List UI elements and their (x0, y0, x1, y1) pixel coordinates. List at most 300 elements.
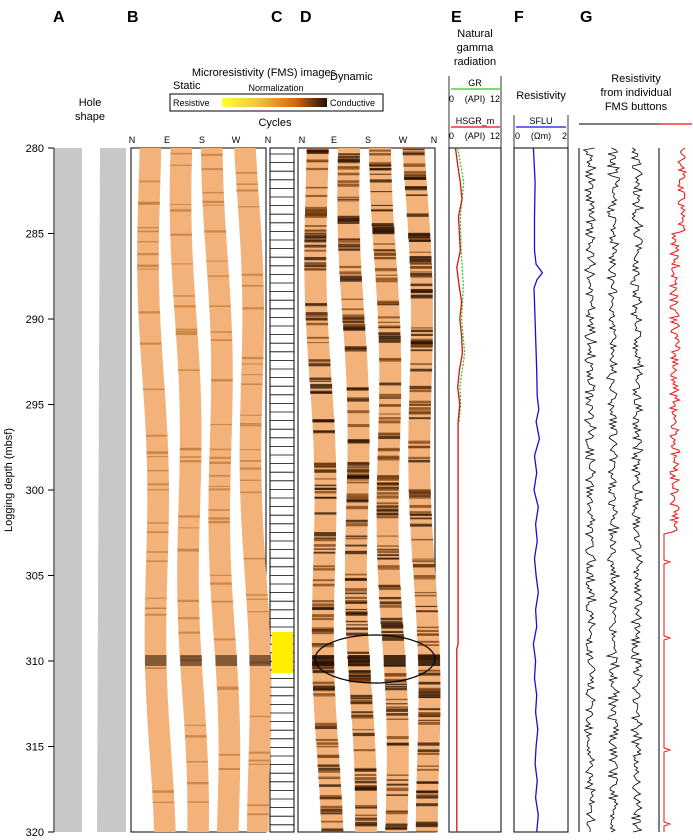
fms-texture-band (247, 804, 269, 806)
fms-texture-band (375, 268, 397, 271)
fms-texture-band (241, 383, 263, 385)
fms-texture-band (377, 302, 399, 304)
hsgr-scale-unit: (API) (464, 131, 486, 141)
fms-texture-band (416, 791, 438, 793)
fms-texture-band (386, 811, 408, 814)
curve-sflu (533, 148, 542, 832)
fms-texture-band (312, 644, 334, 646)
fms-texture-band (306, 187, 328, 189)
fms-texture-band (242, 285, 264, 287)
fms-conductive-layer (180, 655, 202, 666)
fms-texture-band (418, 722, 440, 725)
fms-texture-band (240, 467, 262, 469)
fms-texture-band (345, 597, 367, 599)
fms-texture-band (178, 550, 200, 552)
fms-texture-band (209, 475, 231, 477)
fms-title: Microresistivity (FMS) images (191, 67, 337, 79)
fms-texture-band (143, 389, 165, 391)
fms-conductive-layer (348, 655, 370, 666)
gr-scale-min: 0 (449, 94, 455, 104)
fms-texture-band (338, 244, 360, 247)
fms-texture-band (137, 231, 159, 233)
fms-texture-band (313, 687, 335, 690)
fms-texture-band (236, 183, 258, 185)
resistivity-track-frame (514, 148, 568, 832)
fms-texture-band (211, 379, 233, 381)
fms-texture-band (419, 689, 441, 692)
fms-texture-band (408, 238, 430, 240)
fms-texture-band (338, 173, 360, 176)
fms-texture-band (387, 719, 409, 720)
fms-texture-band (380, 605, 402, 608)
fms-texture-band (240, 415, 262, 416)
fms-texture-band (353, 733, 375, 736)
fms-texture-band (139, 311, 161, 313)
azimuth-s-dynamic: S (364, 135, 372, 145)
fms-texture-band (347, 476, 369, 479)
fms-texture-band (409, 401, 431, 404)
fms-texture-band (313, 693, 335, 695)
fms-texture-band (313, 565, 335, 567)
fms-texture-band (204, 230, 226, 232)
fms-texture-band (240, 425, 262, 426)
fms-texture-band (337, 197, 359, 199)
fms-texture-band (208, 517, 230, 519)
fms-texture-band (180, 460, 202, 462)
fms-conductive-layer (418, 655, 440, 666)
fms-texture-band (370, 180, 392, 182)
fms-texture-band (217, 689, 239, 690)
fms-texture-band (379, 383, 401, 386)
fms-texture-band (379, 405, 401, 407)
log-curves (456, 148, 543, 832)
fms-texture-band (345, 551, 367, 554)
fms-conductive-layer (145, 655, 167, 666)
fms-texture-band (312, 600, 334, 602)
fms-texture-band (347, 410, 369, 413)
fms-texture-band (410, 386, 432, 388)
fms-texture-band (209, 306, 231, 307)
y-tick-label: 285 (25, 228, 44, 241)
fms-texture-band (312, 420, 334, 422)
fms-texture-band (338, 159, 360, 162)
fms-texture-band (312, 631, 334, 634)
fms-texture-band (377, 545, 399, 546)
fms-texture-band (408, 458, 430, 459)
fms-texture-band (203, 205, 225, 206)
fms-texture-band (240, 492, 262, 494)
fms-texture-band (314, 544, 336, 547)
fms-texture-band (380, 621, 402, 624)
fms-texture-band (374, 257, 396, 260)
fms-texture-band (185, 735, 207, 737)
fms-texture-band (347, 482, 369, 484)
fms-texture-band (387, 774, 409, 775)
fms-texture-band (410, 517, 432, 519)
fms-pad-strip (170, 148, 209, 832)
caliper-right-fill (100, 148, 126, 832)
fms-texture-band (408, 457, 430, 458)
fms-texture-band (307, 150, 329, 152)
fms-texture-band (346, 520, 368, 523)
fms-texture-band (369, 165, 391, 166)
fms-texture-band (309, 381, 331, 382)
fms-texture-band (404, 171, 426, 173)
fms-texture-band (147, 489, 169, 490)
fms-texture-band (241, 374, 263, 375)
fms-texture-band (379, 338, 401, 341)
fms-texture-band (379, 394, 401, 397)
fms-texture-band (306, 160, 328, 161)
fms-texture-band (369, 150, 391, 152)
fms-texture-band (314, 470, 336, 472)
fms-texture-band (409, 417, 431, 419)
fms-texture-band (377, 550, 399, 553)
fms-conductive-layer (384, 655, 406, 666)
fms-texture-band (304, 246, 326, 247)
fms-texture-band (202, 201, 224, 203)
static-fms-pads (137, 148, 271, 832)
y-axis-label: Logging depth (mbsf) (3, 428, 15, 532)
fms-texture-band (343, 328, 365, 331)
fms-texture-band (206, 261, 228, 262)
gamma-title-3: radiation (453, 56, 497, 68)
fms-texture-band (386, 713, 408, 716)
fms-texture-band (347, 652, 369, 654)
cycle-ticks (270, 154, 294, 825)
azimuth-labels-static (129, 135, 272, 145)
azimuth-w-dynamic: W (398, 135, 408, 145)
fms-texture-band (312, 618, 334, 620)
fms-texture-band (377, 509, 399, 512)
fms-texture-band (418, 742, 440, 745)
fms-texture-band (378, 316, 400, 318)
fms-texture-band (309, 363, 331, 366)
fms-texture-band (410, 369, 432, 372)
fms-texture-band (403, 163, 425, 166)
fms-texture-band (382, 638, 404, 641)
fms-texture-band (313, 552, 335, 554)
fms-texture-band (414, 575, 436, 578)
fms-texture-band (409, 490, 431, 492)
fms-texture-band (249, 752, 271, 754)
fms-texture-band (309, 378, 331, 380)
fms-texture-band (138, 202, 160, 204)
fms-texture-band (337, 199, 359, 200)
fms-texture-band (355, 822, 377, 825)
fms-texture-band (210, 449, 232, 451)
fms-texture-band (187, 801, 209, 802)
fms-texture-band (342, 308, 364, 310)
fms-texture-band (386, 708, 408, 711)
fms-texture-band (349, 671, 371, 673)
panel-letter-c: C (271, 9, 283, 26)
fms-texture-band (417, 630, 439, 632)
hole-shape-title-1: Hole (78, 97, 102, 109)
fms-texture-band (240, 460, 262, 462)
fms-texture-band (386, 824, 408, 827)
azimuth-e-static: E (163, 135, 171, 145)
fms-texture-band (304, 263, 326, 265)
fms-texture-band (178, 369, 200, 371)
fms-texture-band (408, 441, 430, 444)
fms-texture-band (417, 782, 439, 783)
fms-texture-band (369, 168, 391, 170)
fms-texture-band (314, 538, 336, 541)
fms-texture-band (340, 276, 362, 279)
fms-texture-band (345, 588, 367, 591)
fms-texture-band (246, 594, 268, 596)
hsgr-scale-max: 12 (489, 131, 500, 141)
fms-texture-band (178, 527, 200, 528)
gr-scale-unit: (API) (464, 94, 486, 104)
fms-texture-band (372, 231, 394, 234)
fms-texture-band (240, 423, 262, 425)
fms-texture-band (145, 608, 167, 609)
fms-texture-band (411, 296, 433, 299)
fms-texture-band (238, 206, 260, 207)
fms-texture-band (347, 462, 369, 465)
panel-letter-d: D (300, 9, 312, 26)
fms-texture-band (176, 330, 198, 332)
fms-texture-band (174, 305, 196, 307)
fms-texture-band (346, 535, 368, 536)
fms-texture-band (376, 275, 398, 276)
fms-texture-band (409, 412, 431, 415)
fms-texture-band (408, 460, 430, 462)
fms-texture-band (403, 153, 425, 155)
fms-texture-band (355, 819, 377, 821)
fms-texture-band (313, 682, 335, 685)
fms-texture-band (411, 345, 433, 346)
fms-texture-band (378, 457, 400, 459)
fms-texture-band (209, 462, 231, 464)
fms-texture-band (411, 341, 433, 344)
buttons-title-2: from individual (600, 87, 672, 99)
fms-dynamic-label: Dynamic (330, 71, 373, 83)
fms-texture-band (345, 350, 367, 352)
fms-texture-band (242, 357, 264, 359)
fms-texture-band (378, 568, 400, 569)
fms-texture-band (146, 435, 168, 437)
fms-texture-band (312, 668, 334, 670)
fms-texture-band (152, 790, 174, 792)
fms-texture-band (312, 603, 334, 606)
fms-texture-band (318, 777, 340, 778)
fms-texture-band (347, 466, 369, 467)
fms-button-curves (584, 148, 686, 832)
fms-texture-band (338, 239, 360, 242)
fms-texture-band (184, 725, 206, 726)
fms-texture-band (351, 711, 373, 713)
fms-texture-band (339, 266, 361, 268)
fms-texture-band (411, 289, 433, 292)
fms-texture-band (139, 181, 161, 183)
fms-texture-band (211, 601, 233, 603)
normalization-gradient (222, 98, 327, 107)
fms-conductive-layer (249, 655, 271, 666)
fms-texture-band (321, 821, 343, 823)
fms-texture-band (381, 626, 403, 628)
fms-texture-band (416, 803, 438, 806)
fms-texture-band (317, 742, 339, 745)
fms-texture-band (409, 404, 431, 406)
fms-texture-band (417, 766, 439, 767)
fms-texture-band (147, 531, 169, 533)
fms-texture-band (354, 769, 376, 770)
fms-texture-band (377, 492, 399, 495)
fms-texture-band (377, 536, 399, 537)
fms-texture-band (243, 558, 265, 560)
fms-texture-band (201, 168, 223, 170)
fms-texture-band (305, 233, 327, 234)
fms-texture-band (180, 448, 202, 450)
fms-texture-band (417, 641, 439, 643)
fms-texture-band (345, 579, 367, 581)
fms-texture-band (315, 491, 337, 494)
fms-texture-band (318, 778, 340, 779)
fms-texture-band (315, 726, 337, 729)
cycles-label: Cycles (258, 117, 292, 129)
fms-texture-band (385, 688, 407, 690)
fms-texture-band (314, 463, 336, 466)
fms-texture-band (410, 257, 432, 258)
fms-texture-band (347, 500, 369, 502)
fms-texture-band (187, 782, 209, 784)
fms-texture-band (320, 806, 342, 809)
fms-texture-band (201, 154, 223, 156)
fms-texture-band (306, 168, 328, 170)
y-tick-label: 280 (25, 143, 44, 155)
panel-letter-a: A (53, 9, 65, 26)
fms-texture-band (413, 565, 435, 568)
fms-texture-band (249, 764, 271, 765)
fms-texture-band (338, 246, 360, 248)
fms-texture-band (209, 457, 231, 459)
y-tick-label: 320 (25, 827, 44, 839)
fms-texture-band (410, 264, 432, 265)
fms-texture-band (314, 548, 336, 549)
y-tick-label: 315 (25, 741, 44, 754)
fms-texture-band (409, 493, 431, 496)
fms-texture-band (377, 513, 399, 516)
fms-texture-band (312, 608, 334, 610)
fms-texture-band (307, 342, 329, 343)
fms-texture-band (409, 497, 431, 499)
fms-texture-band (137, 265, 159, 267)
fms-texture-band (418, 670, 440, 671)
panel-letter-b: B (127, 9, 139, 26)
fms-texture-band (386, 706, 408, 707)
fms-texture-band (146, 560, 168, 562)
azimuth-n-static: N (128, 135, 136, 145)
fms-texture-band (348, 440, 370, 443)
fms-texture-band (346, 506, 368, 509)
azimuth-n2-dynamic: N (430, 135, 438, 145)
fms-texture-band (313, 431, 335, 433)
fms-texture-band (347, 468, 369, 471)
fms-texture-band (377, 516, 399, 519)
fms-texture-band (315, 723, 337, 726)
depth-axis-ticks (26, 143, 54, 839)
fms-texture-band (345, 602, 367, 604)
fms-texture-band (250, 716, 272, 717)
fms-texture-band (378, 436, 400, 439)
azimuth-labels-dynamic (299, 135, 438, 145)
fms-texture-band (170, 165, 192, 166)
normalization-label: Normalization (248, 83, 304, 93)
fms-texture-band (418, 712, 440, 715)
fms-texture-band (338, 153, 360, 155)
fms-texture-band (247, 611, 269, 612)
fms-texture-band (377, 478, 399, 480)
y-tick-label: 310 (25, 656, 44, 668)
fms-texture-band (404, 177, 426, 180)
fms-texture-band (346, 624, 368, 625)
fms-texture-band (416, 794, 438, 796)
fms-texture-band (414, 578, 436, 579)
fms-texture-band (312, 614, 334, 617)
fms-texture-band (202, 192, 224, 194)
fms-texture-band (249, 760, 271, 762)
fms-texture-band (410, 363, 432, 364)
fms-texture-band (137, 241, 159, 242)
fms-texture-band (305, 230, 327, 232)
fms-texture-band (379, 397, 401, 398)
fms-texture-band (247, 599, 269, 600)
fms-texture-band (384, 674, 406, 677)
fms-texture-band (342, 321, 364, 323)
button-trace-red (664, 148, 686, 832)
fms-texture-band (410, 276, 432, 277)
fms-texture-band (377, 506, 399, 508)
caliper-right-taper (97, 148, 100, 832)
fms-texture-band (415, 595, 437, 597)
caliper-left-fill (55, 148, 82, 832)
fms-texture-band (378, 327, 400, 328)
fms-texture-band (386, 703, 408, 704)
fms-texture-band (410, 271, 432, 272)
fms-texture-band (178, 632, 200, 634)
fms-texture-band (379, 360, 401, 362)
fms-texture-band (418, 708, 440, 710)
fms-texture-band (378, 434, 400, 435)
fms-texture-band (170, 234, 192, 236)
fms-texture-band (419, 697, 441, 698)
fms-texture-band (317, 764, 339, 766)
fms-texture-band (317, 756, 339, 758)
fms-texture-band (409, 407, 431, 410)
fms-texture-band (412, 560, 434, 562)
fms-texture-band (340, 279, 362, 282)
fms-texture-band (319, 784, 341, 787)
fms-texture-band (315, 488, 337, 490)
hsgr-curve-name: HSGR_m (455, 116, 495, 126)
fms-texture-band (378, 449, 400, 451)
fms-texture-band (355, 781, 377, 783)
fms-texture-band (407, 213, 429, 216)
scale-conductive-label: Conductive (330, 98, 376, 108)
fms-texture-band (411, 327, 433, 328)
fms-texture-band (236, 172, 258, 174)
fms-texture-band (338, 222, 360, 224)
fms-texture-band (417, 634, 439, 635)
fms-texture-band (377, 558, 399, 559)
fms-texture-band (373, 249, 395, 250)
fms-texture-band (385, 828, 407, 829)
fms-texture-band (377, 502, 399, 504)
fms-static-label: Static (173, 80, 201, 92)
